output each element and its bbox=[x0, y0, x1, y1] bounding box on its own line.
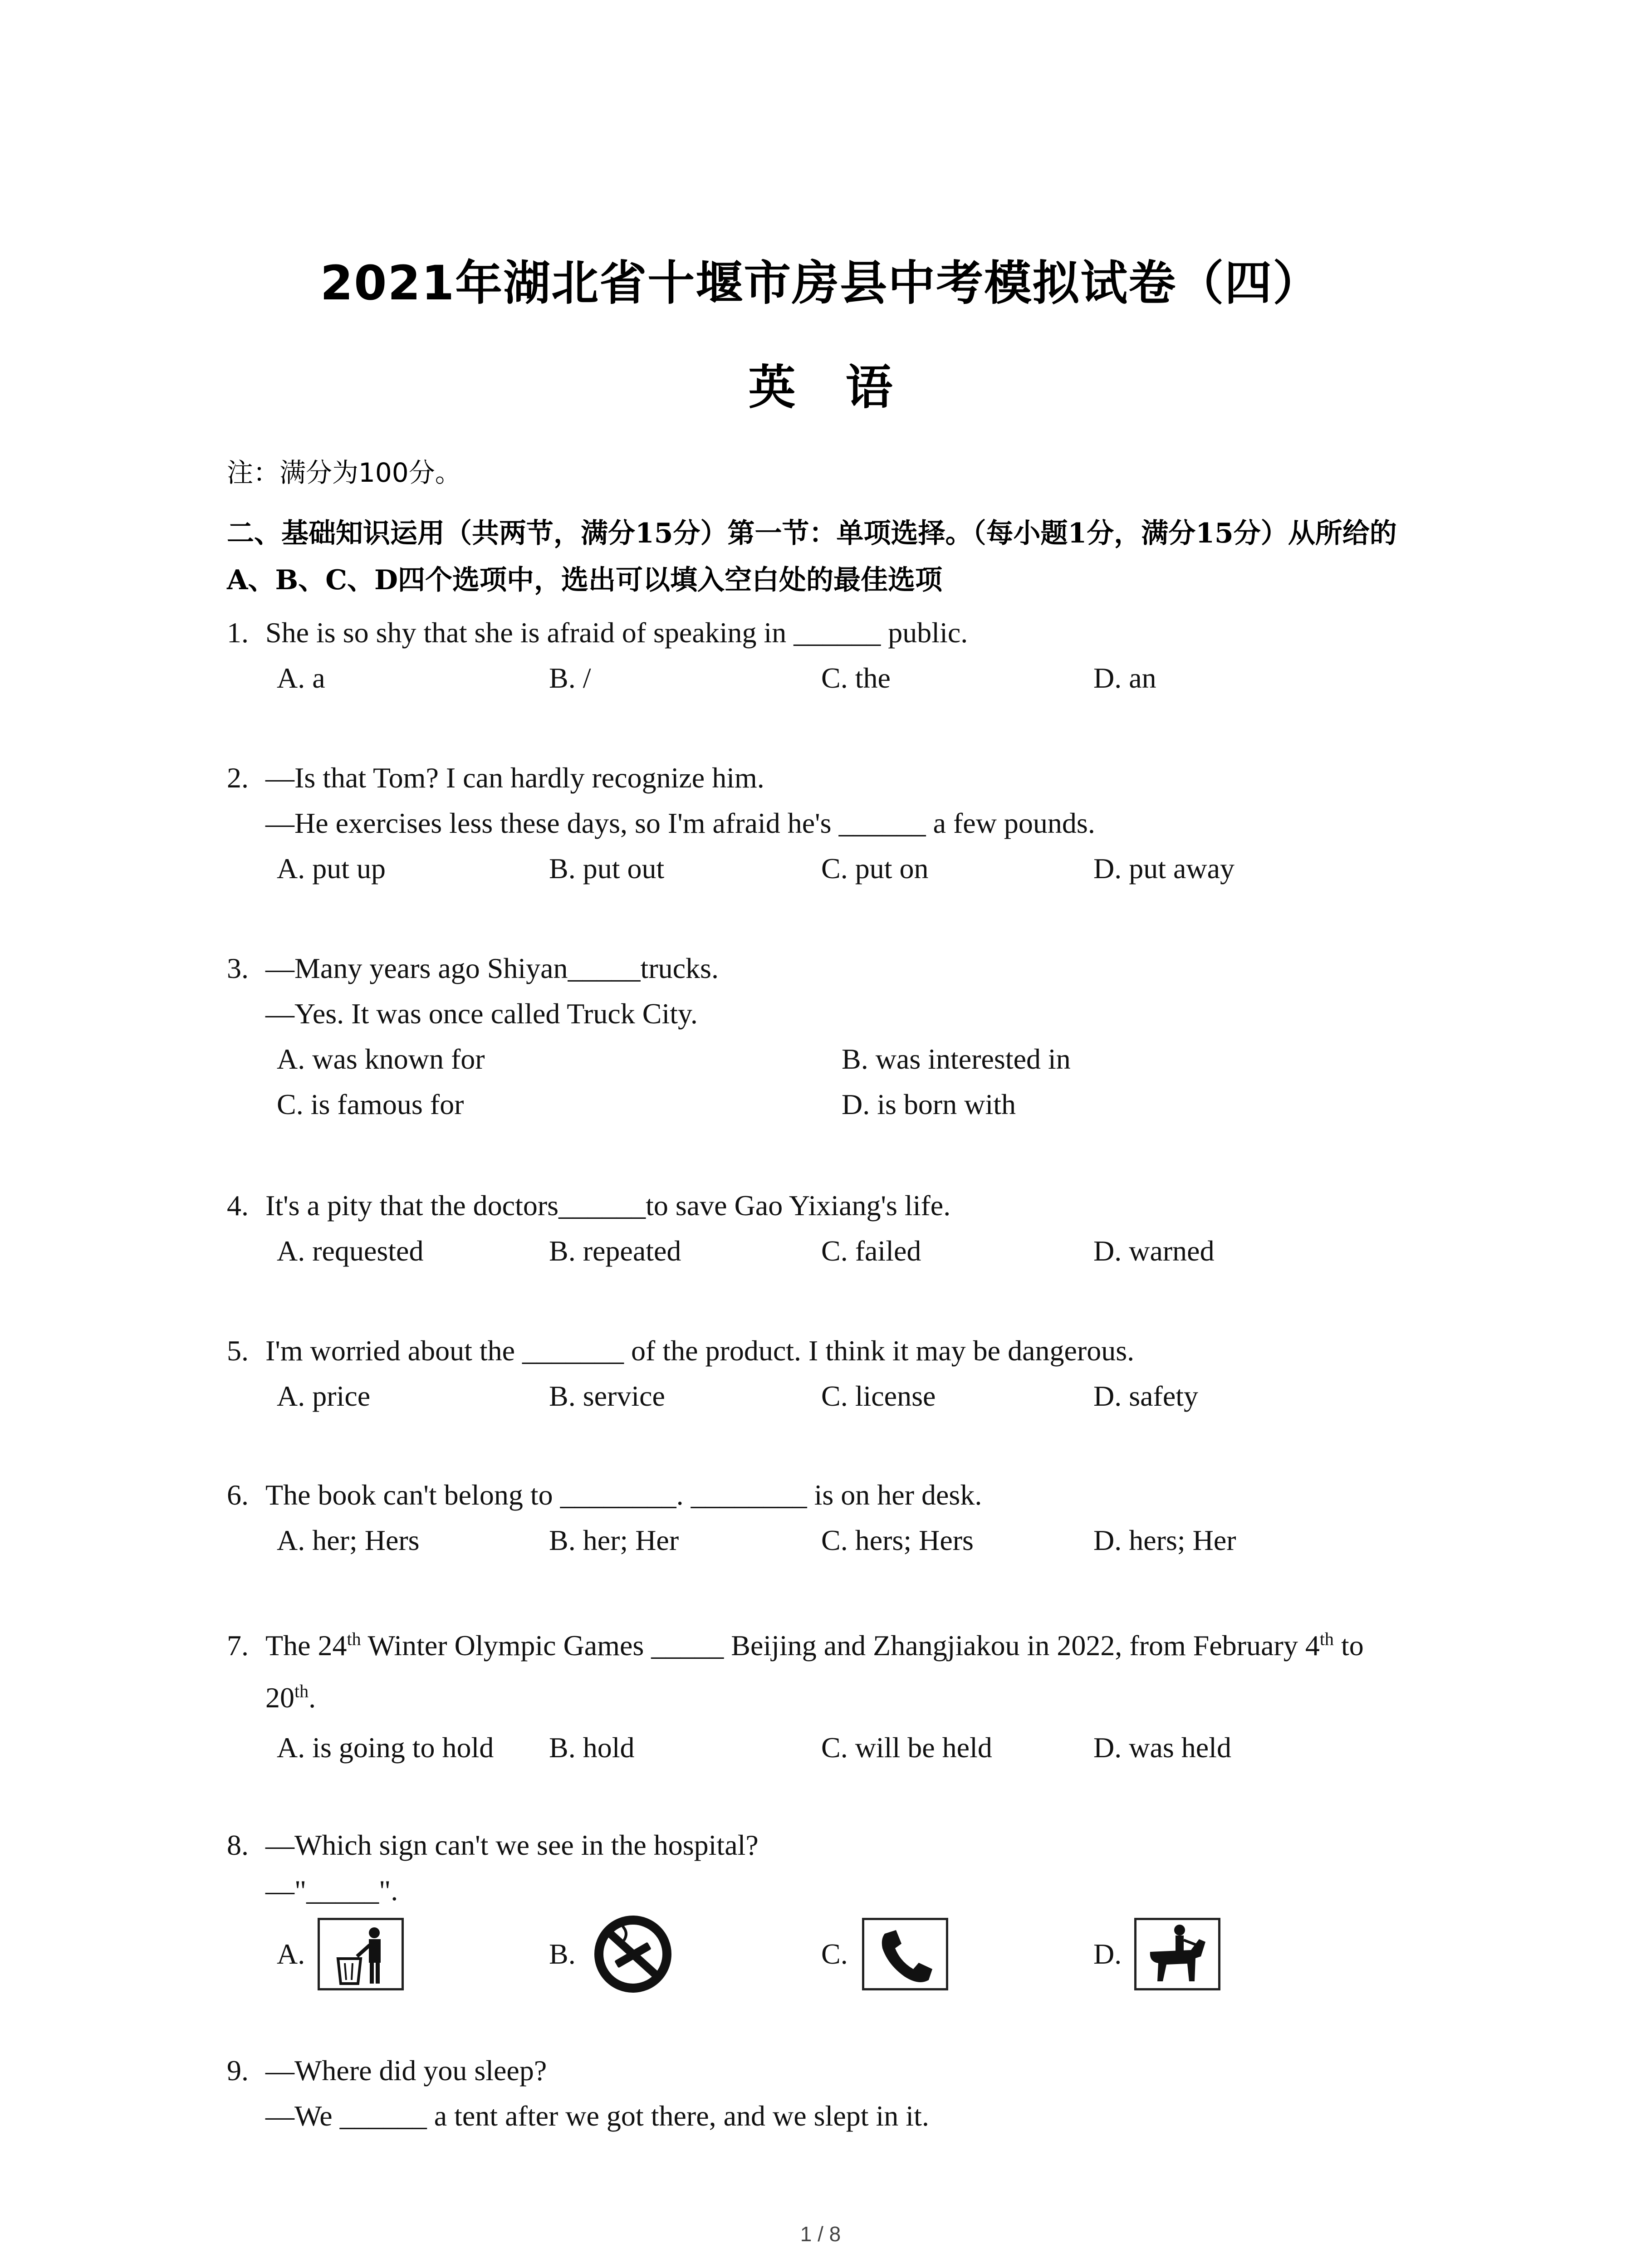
option-c[interactable]: C. will be held bbox=[821, 1731, 992, 1764]
question-9 bbox=[227, 2048, 1452, 2148]
score-note: 注：满分为100分。 bbox=[227, 457, 461, 488]
option-d[interactable]: D. hers; Her bbox=[1093, 1524, 1236, 1556]
question-line: —Yes. It was once called Truck City. bbox=[265, 997, 698, 1030]
option-b[interactable]: B. service bbox=[549, 1380, 665, 1412]
option-b[interactable]: B. hold bbox=[549, 1731, 635, 1764]
option-c[interactable]: C. put on bbox=[821, 852, 929, 885]
telephone-sign-icon bbox=[862, 1918, 948, 1990]
page-number: 1 / 8 bbox=[800, 2222, 841, 2246]
question-stem: She is so shy that she is afraid of speaking in ______ public. bbox=[265, 616, 968, 649]
option-d[interactable]: D. safety bbox=[1093, 1380, 1199, 1412]
question-number: 8. bbox=[227, 1829, 249, 1861]
no-smoking-sign-icon bbox=[588, 1916, 678, 1993]
option-b[interactable]: B. her; Her bbox=[549, 1524, 679, 1556]
option-b[interactable]: B. / bbox=[549, 662, 591, 694]
option-b[interactable]: B. repeated bbox=[549, 1235, 681, 1267]
question-number: 1. bbox=[227, 616, 249, 649]
question-number: 6. bbox=[227, 1479, 249, 1511]
option-d[interactable]: D. is born with bbox=[842, 1088, 1016, 1120]
option-a[interactable]: A. was known for bbox=[277, 1043, 485, 1075]
question-4 bbox=[227, 1183, 1452, 1283]
question-number: 3. bbox=[227, 952, 249, 984]
option-a[interactable]: A. a bbox=[277, 662, 325, 694]
question-number: 4. bbox=[227, 1189, 249, 1222]
option-d[interactable]: D. warned bbox=[1093, 1235, 1215, 1267]
question-8 bbox=[227, 1823, 1452, 2004]
question-stem: The 24th Winter Olympic Games _____ Beijing and Zhangjiakou in 2022, from February 4th to bbox=[265, 1628, 1364, 1662]
option-b[interactable]: B. was interested in bbox=[842, 1043, 1071, 1075]
question-number: 9. bbox=[227, 2054, 249, 2087]
option-a[interactable]: A. is going to hold bbox=[277, 1731, 494, 1764]
option-a[interactable]: A. price bbox=[277, 1380, 371, 1412]
question-1 bbox=[227, 610, 1452, 728]
section-heading: 二、基础知识运用（共两节，满分15分）第一节：单项选择。（每小题1分，满分15分）从所给的A、B、C、D四个选项中，选出可以填入空白处的最佳选项 bbox=[227, 518, 1397, 596]
option-d[interactable]: D. bbox=[1093, 1938, 1122, 1970]
question-number: 5. bbox=[227, 1334, 249, 1367]
question-stem: —Which sign can't we see in the hospital? bbox=[265, 1829, 759, 1861]
option-a[interactable]: A. requested bbox=[277, 1235, 424, 1267]
option-c[interactable]: C. failed bbox=[821, 1235, 921, 1267]
horse-riding-sign-icon bbox=[1134, 1918, 1220, 1990]
question-line: —"_____". bbox=[265, 1874, 398, 1906]
litter-bin-sign-icon bbox=[318, 1918, 404, 1990]
question-stem: It's a pity that the doctors______to save Gao Yixiang's life. bbox=[265, 1189, 951, 1222]
option-c[interactable]: C. is famous for bbox=[277, 1088, 464, 1120]
question-number: 7. bbox=[227, 1629, 249, 1662]
question-3 bbox=[227, 946, 1452, 1136]
question-number: 2. bbox=[227, 762, 249, 794]
option-c[interactable]: C. hers; Hers bbox=[821, 1524, 974, 1556]
question-6 bbox=[227, 1472, 1452, 1572]
option-a[interactable]: A. her; Hers bbox=[277, 1524, 420, 1556]
question-5 bbox=[227, 1328, 1452, 1428]
question-stem: I'm worried about the _______ of the product. I think it may be dangerous. bbox=[265, 1334, 1135, 1367]
option-c[interactable]: C. the bbox=[821, 662, 891, 694]
subject-title: 英语 bbox=[748, 360, 943, 415]
question-stem: The book can't belong to ________. ________ is on her desk. bbox=[265, 1479, 982, 1511]
option-a[interactable]: A. bbox=[277, 1938, 305, 1970]
question-stem: —Is that Tom? I can hardly recognize him. bbox=[265, 762, 764, 794]
question-2 bbox=[227, 755, 1452, 900]
question-7 bbox=[227, 1623, 1452, 1777]
question-stem: —Where did you sleep? bbox=[265, 2054, 547, 2087]
option-b[interactable]: B. put out bbox=[549, 852, 665, 885]
question-stem: —Many years ago Shiyan_____trucks. bbox=[265, 952, 719, 984]
option-d[interactable]: D. an bbox=[1093, 662, 1156, 694]
option-c[interactable]: C. license bbox=[821, 1380, 936, 1412]
option-a[interactable]: A. put up bbox=[277, 852, 386, 885]
option-d[interactable]: D. put away bbox=[1093, 852, 1235, 885]
question-line: —We ______ a tent after we got there, and we slept in it. bbox=[265, 2100, 929, 2132]
option-d[interactable]: D. was held bbox=[1093, 1731, 1231, 1764]
exam-title: 2021年湖北省十堰市房县中考模拟试卷（四） bbox=[320, 255, 1321, 311]
question-line: —He exercises less these days, so I'm afraid he's ______ a few pounds. bbox=[265, 807, 1095, 839]
option-b[interactable]: B. bbox=[549, 1938, 576, 1970]
question-line: 20th. bbox=[265, 1681, 316, 1714]
option-c[interactable]: C. bbox=[821, 1938, 848, 1970]
